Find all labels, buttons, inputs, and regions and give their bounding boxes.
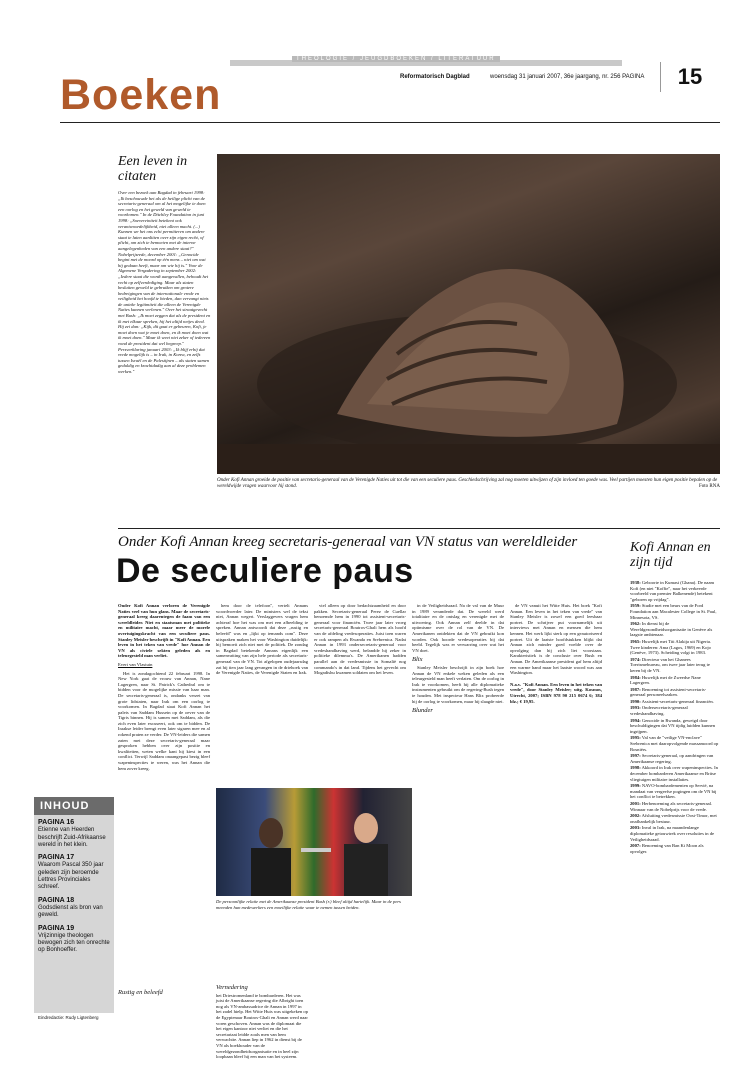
contents-credit: Eindredactie: Rudy Ligtenberg [38,1015,99,1020]
timeline-entry [630,783,720,800]
article-column-4 [412,603,504,716]
timeline-year: 1959: [630,603,641,609]
timeline-text: Assistent-secretaris-generaal financiën. [640,698,714,704]
contents-text: Godsdienst als bron van geweld. [38,904,103,919]
timeline-year: 2003: [630,825,641,831]
timeline-text: Benoeming tot assistent-secretaris-generaal personeelszaken. [630,686,707,698]
timeline-year: 2007: [630,843,641,849]
timeline-text: Benoeming van Ban Ki Moon als opvolger. [630,843,704,854]
book-info: N.a.v. "Kofi Annan. Een leven in het teken van vrede", door Stanley Meisler; uitg. Kosmos, Utrecht, 2007; ISBN 978 90 215 0674 6; 384 blz.; € 19,95. [510,681,602,704]
paper-name: Reformatorisch Dagblad [400,74,470,80]
byline: Evert van Vlastuin [118,661,153,667]
timeline-sidebar [630,540,720,855]
contents-page: PAGINA 16 [38,819,75,826]
timeline-year: 1938: [630,580,641,585]
article-kicker: Onder Kofi Annan kreeg secretaris-generaal van VN status van wereldleider [118,534,578,550]
timeline-entry [630,718,720,735]
timeline-entry [630,843,720,854]
column-text: de VN vanuit het Witte Huis. Het boek "Kofi Annan. Een leven in het teken van vrede" van Stanley Meisler is zowel een goed leesbaar portret. De schrijver put voornamelijk uit interviews met Annan en mensen die hem kennen. Het werk lijkt sterk op een geautoriseerd portret. Uit de laatste hoofdstukken blijkt dat Annan zich minder goed voelde over de opvolging dan hij zich liet voorstaan. Karakteristiek is de conclusie over Bush en Annan. De Amerikaanse president gaf hem altijd een warme hand maar het laatste woord was aan Washington. [510,603,602,676]
timeline-text: In dienst bij de Wereldgezondheidsorganisatie in Genève als laagste ambtenaar. [630,621,713,638]
timeline-year: 1990: [630,698,641,704]
contents-text: Vrijzinnige theologen bewogen zich ten onrechte op Bonhoeffer. [38,932,110,954]
page-number: 15 [660,62,719,92]
timeline-entry [630,753,720,764]
article-lede: Onder Kofi Annan verloren de Verenigde Naties veel van hun glans. Maar de secretaris-generaal kreeg daarentegen de faam van een wereldleider. Niet en staatsman met politieke en militaire macht, maar meer de morele overtuigingskracht van een seculiere paus. Stanley Meisler beschrijft in "Kofi Annan. Een leven in het teken van vrede" hoe Annan de VN als civiele sekten geleden als en teleurgesteld man verliet. [118,603,210,659]
main-photo [217,154,720,474]
timeline-year: 1995: [630,735,641,741]
timeline-year: 1999: [630,783,641,789]
inset-photo [216,788,412,896]
timeline-text: NAVO-bombardementen op Servië, na mandaat van vergeefse pogingen om de VN bij het conflict te betrekken. [630,783,717,800]
timeline-text: Huwelijk met Titi Alakija uit Nigeria. Twee kinderen: Ama (Lagos, 1969) en Kojo (Genève, 1973). Scheiding volgt in 1983. [630,638,712,656]
folded-hands-image [217,154,720,474]
timeline-text: Afsluiting vredesmissie Oost-Timor, met onafhankelijk bestuur. [630,813,717,824]
article-column-2 [216,603,308,678]
quotes-text: Over een bezoek aan Bagdad in februari 1998: „Ik beschouwde het als de heilige plicht van de secretaris-generaal om al het mogelijke te doen een oorlog en het geweld van geweld te voorkomen." In de Ditchley Foundation in juni 1998: „Soevereiniteit betekent ook verantwoordelijkheid, niet alleen macht. (...) Kunnen we het ons echt permitteren om andere staat te laten aanlitten over zijn eigen recht, of plicht, om zich te bemoeien met de interne aangelegenheden van een andere staat?" Nobelprijsrede, december 2001: „Genocide begint met de moord op één mens – niet om wat hij gedaan heeft, maar om wie hij is." Voor de Algemene Vergadering in september 2002: „Iedere staat die wordt aangevallen, behoudt het recht op zelfverdediging. Maar als staten besluiten geweld te gebruiken om grotere bedreigingen van de internationale vrede en veiligheid het hoofd te bieden, dan vervangt niets de unieke legitimiteit die alleen de Verenigde Naties kunnen verlenen." Over het straatgevecht met Bush: „Ik moet zeggen dat als de president en ik met elkaar spreken, hij het altijd netjes deed. Hij zei dan: „Kijk, dit gaat er gebeuren, Kofi, je moet doen wat je moet doen, en ik moet doen wat ik moet doen." Maar ik weet niet zeker of iedereen vond de president dat wel begreep." Persverklaring januari 2003: „Ik blijf erbij dat vrede mogelijk is – in Irak, in Korea, en zelfs tussen Israël en de Palestijnen – als staten samen geduldig en krachtdadig aan al deze problemen werken." [118,190,211,374]
section-label: THEOLOGIE / JEUGDBOEKEN / LITERATUUR [292,56,500,62]
timeline-entry [630,621,720,638]
timeline-year: 1987: [630,686,641,692]
inset-caption: De persoonlijke relatie met de Amerikaanse president Bush (r.) bleef altijd hartelijk. Maar in de pers meenden hun medewerkers een moeilijke relatie waar te nemen tussen beiden. [216,899,401,910]
timeline-text: Genocide in Rwanda, geweigd door beschuldigingen dat VN tijdig luidden kunnen ingrijpen. [630,717,716,734]
masthead-rule [60,122,720,123]
subhead-blunder: Blunder [412,707,433,715]
contents-box [34,797,114,1035]
timeline-entry [630,735,720,752]
timeline-entry [630,603,720,620]
caption-text: Onder Kofi Annan groeide de positie van secretaris-generaal van de Verenigde Naties uit tot die van een seculiere paus. Geschiedschrijving zal nog moeten uitwijzen of zijn invloed ten goede was. Veel partijen moesten hun eigen positie bepalen op de wereldwijde vragen waarvoor hij stond. [217,478,718,489]
contents-page: PAGINA 18 [38,896,75,904]
section-logo: Boeken [60,71,222,119]
article-rule [118,528,720,529]
contents-page: PAGINA 19 [38,924,75,932]
column-text: Stanley Meisler beschrijft in zijn boek hoe Annan de VN enkele weken geleden als een teleurgesteld man heeft verlaten. Om de oorlog in Irak te voorkomen, heeft hij alle diplomatieke instrumenten gebruikt om de regering-Bush tegen te houden. Met inspecteur Hans Blix probeerde hij de oorlog te voorkomen, maar hij slaagde niet. [412,664,504,704]
timeline-text: Val van de "veilige VN-enclave" Srebrenica met daaropvolgende massamoord op Bosniërs. [630,735,719,752]
timeline-title: Kofi Annan en zijn tijd [630,540,711,570]
timeline-text: Inval in Irak, na maandenlange diplomatieke getouwtrek over resoluties in de Veiligheidsraad. [630,825,715,842]
timeline-entry [630,580,720,602]
dateline: woensdag 31 januari 2007, 36e jaargang, nr. 256 PAGINA [490,74,645,80]
column-text: hem door de telefoon", vertelt Annans woordvoerder later. De ministers wel de tekst niet, Annan wegert. Verslaggevers vragen hem achteraf hoe het was om met een afbeelding te spreken. Annan antwoordt dat deze „rustig en beleefd" was en „lijkt op iemands oom". Deze uitspraken maken het voor Washington duidelijk: hij bemoeit zich niet met de politiek. De zondag in Bagdad betekende Annans eigenlijk een samenvatting van zijn hele periode als secretaris-generaal van de VN. Tot afgelopen oudejaarsdag zat hij tien jaar lang gevangen in de driehoek van de Verenigde Naties, de Verenigde Staten en Irak. [216,603,308,676]
timeline-entry [630,825,720,842]
timeline-entry [630,687,720,698]
quotes-title: Een leven in citaten [118,154,188,184]
subhead-rustig: Rustig en beleefd [118,989,163,996]
timeline-entry [630,699,720,705]
timeline-year: 1962: [630,621,641,627]
timeline-entry [630,801,720,812]
contents-text: Etienne van Heerden beschrijft Zuid-Afrikaanse wereld in het klein. [38,827,106,848]
timeline-text: Geboorte in Kumasi (Ghana). De naam Kofi (en niet "Koffie", naar het verkeerde voorbeeld van premier Balkenende) betekent "geboren op vrijdag". [630,580,715,602]
timeline-entry [630,657,720,674]
contents-list [34,815,114,1013]
subhead-blix: Blix [412,656,423,664]
contents-title: INHOUD [34,797,114,815]
timeline-text: Huwelijk met de Zweedse Nane Lagergren. [630,674,701,686]
timeline-year: 1974: [630,656,641,662]
timeline-entry [630,639,720,656]
timeline-year: 1965: [630,638,641,644]
timeline-text: Herbenoeming als secretaris-generaal. Winnaar van de Nobelprijs voor de vrede. [630,800,713,812]
timeline-year: 1984: [630,674,641,680]
timeline-year: 2002: [630,813,641,819]
timeline-year: 1998: [630,765,641,771]
column-text: in de Veiligheidsraad. Na de val van de Muur in 1989 veranderde dat. De wereld werd totalitaire en de ontslag en verenigde met de uitvoering. Ook Annan zelf deelde in dat optimisme over de rol van de VN. De Amerikanen ontdekten dat de VN gebruikt kon worden. Ook hoorde vredesoperaties bij dat beeld. Tegelijk was er verwarring over wat het VN doet. [412,603,504,653]
timeline-entry [630,765,720,782]
column-text: het Driestromenland te bombarderen. Het was juist de Amerikaanse regering die Albright toen nog als VN-ambassadrice de Annan in 1997 in het zadel hielp. Het Witte Huis was uitgekeken op de Egyptenaar Boutros-Ghali en Annan werd naar voren geschoven. Annan was de diplomaat die het eigen kantoor niet verliet en die het secretariaat leidde zoals men van hem verwachtte. Annan liep in 1962 in dienst bij de VN als boekhouder van de wereldgezondheidsorganisatie en in heel zijn loopbaan bleef hij een man van het systeem. [216,992,308,1060]
article-headline: De seculiere paus [116,552,414,590]
photo-caption [217,478,720,490]
quotes-sidebar [118,154,211,375]
timeline-entry [630,705,720,716]
contents-text: Waarom Pascal 350 jaar geleden zijn beroemde Lettres Provinciales schreef. [38,862,104,891]
contents-item[interactable] [38,897,110,920]
timeline-text: Studie met een beurs van de Ford Foundation aan Macalester College in St. Paul, Minnesota, VS. [630,603,717,620]
timeline-entry [630,675,720,686]
article-column-1 [118,603,210,773]
column-text: viel alleen op door bedachtzaamheid en door pakken. Secretaris-generaal Perez de Cuellar benoemde hem in 1990 tot assistent-secretaris-generaal voor financiën. Twee jaar later vroeg secretaris-generaal Boutros-Ghali hem als hoofd van de afdeling vredesoperaties. Juist toen waren er ook rampen als Rwanda en Srebrenica. Nadat Annan in 1993 ondersecretaris-generaal voor vredeshandhaving werd, belandde hij zeker in politieke dilemma's. De Amerikanen hadden parallel aan de vredesmissie in Somalië nog commando's in dat land. Tijdens het gevecht om Mogadishu kwamen soldaten om het leven. [314,603,406,676]
subhead-vernedering: Vernedering [216,984,248,991]
contents-page: PAGINA 17 [38,854,75,862]
contents-item[interactable] [38,925,110,955]
contents-item[interactable] [38,854,110,891]
timeline-entry [630,813,720,824]
timeline-year: 2001: [630,800,641,806]
photo-credit: Foto RNA [699,484,720,489]
timeline-text: Akkoord in Irak over wapeninspecties. In december bombarderen Amerikaanse en Britse vliegtuigen militaire installaties. [630,765,718,782]
annan-bush-image [216,788,412,896]
rustig-block [118,990,210,996]
contents-item[interactable] [38,819,110,849]
timeline-year: 1994: [630,717,641,723]
timeline-year: 1993: [630,705,641,711]
vernedering-block [216,985,308,1062]
timeline-text: Ondersecretaris-generaal vredeshandhaving. [630,705,688,717]
timeline-text: Secretaris-generaal, op aandringen van Amerikaanse regering. [630,753,714,764]
timeline-text: Directeur van het Ghanees Toerismebureau, om twee jaar later terug te keren bij de VN. [630,656,710,673]
article-column-5 [510,603,602,706]
timeline-list [630,580,720,854]
column-text: Het is zondagochtend 22 februari 1998. In New York gaat de vrouw van Annan, Nane Lagergren, naar St. Patrick's Cathedral om te bidden voor de mogelijke missie van haar man. De secretaris-generaal is, ondanks verzet van grote lidstaten, naar Irak om een oorlog te voorkomen. In Bagdad staat Kofi Annan het paleis van Saddam Hussein op de oever van de Tigris binnen. Hij is samen met Saddam, als die zich even later excuseert, ook om te bidden. De Iraakse leider brengt even later sigaren mee en al rokend praten ze verder. De VN-leiders die samen zaten met deze secretaris-generaal maar gesproken hebben over zijn positie en kwaliteiten, weten welke kant hij kiest in een conflict. Terwijl Saddam onaangepast bezig bleef wapeninspecties te weren, was het Annan die hem zover kreeg. [118,670,211,771]
timeline-year: 1997: [630,753,641,759]
article-column-3 [314,603,406,678]
